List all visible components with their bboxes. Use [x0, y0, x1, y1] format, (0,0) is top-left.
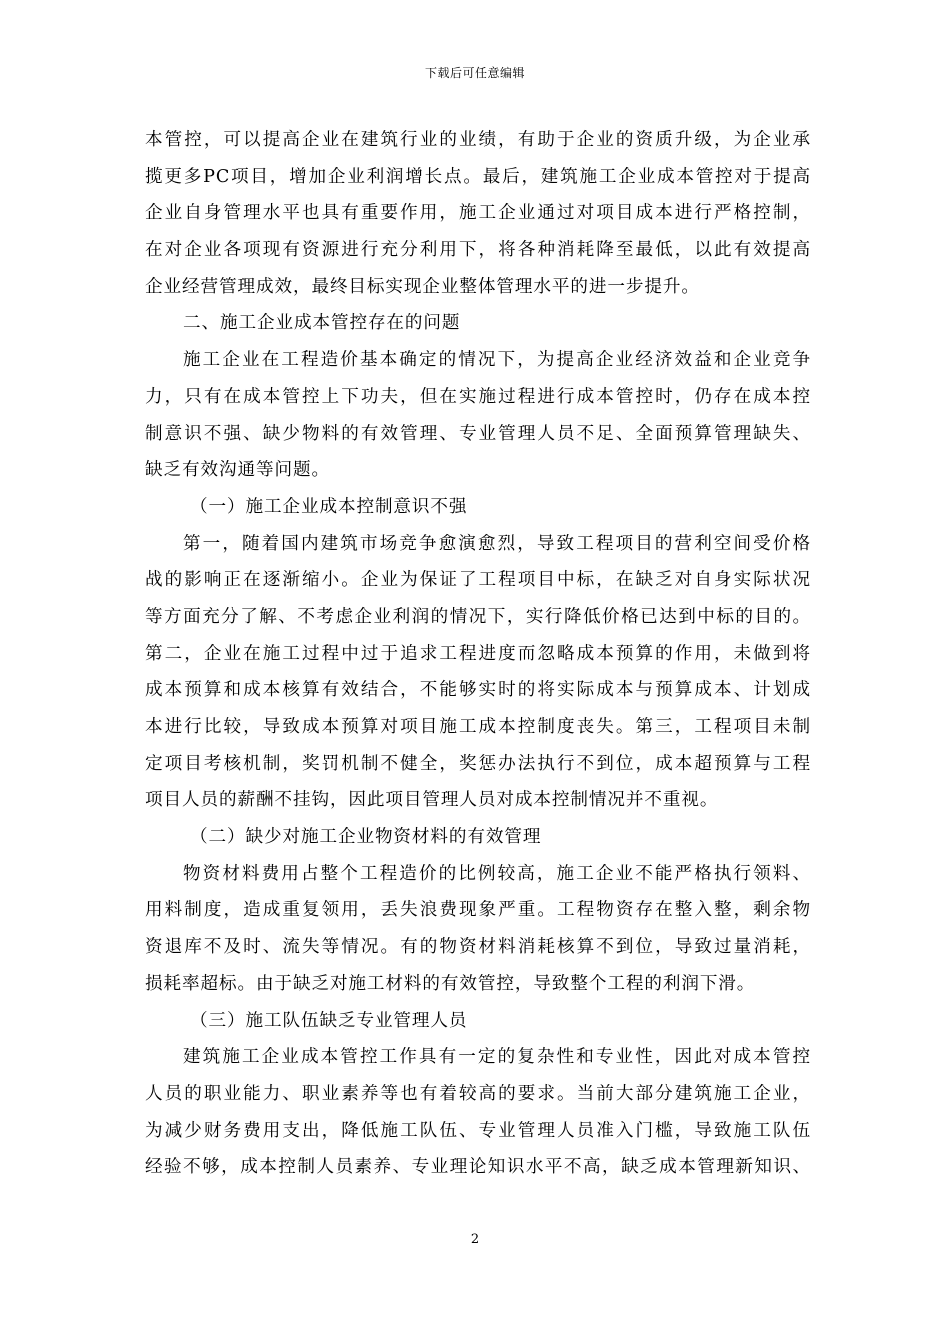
text-line: 第二，企业在施工过程中过于追求工程进度而忽略成本预算的作用，未做到将 [145, 643, 811, 664]
text-line: 定项目考核机制，奖罚机制不健全，奖惩办法执行不到位，成本超预算与工程 [145, 753, 811, 774]
text-line: 在对企业各项现有资源进行充分利用下，将各种消耗降至最低，以此有效提高 [145, 240, 811, 261]
text-line: 经验不够，成本控制人员素养、专业理论知识水平不高，缺乏成本管理新知识、 [145, 1157, 811, 1178]
text-line: 揽更多PC项目，增加企业利润增长点。最后，建筑施工企业成本管控对于提高 [145, 166, 811, 187]
text-line: 企业经营管理成效，最终目标实现企业整体管理水平的进一步提升。 [145, 276, 700, 297]
text-line: 本进行比较，导致成本预算对项目施工成本控制度丧失。第三，工程项目未制 [145, 717, 811, 737]
text-line: 资退库不及时、流失等情况。有的物资材料消耗核算不到位，导致过量消耗， [145, 937, 811, 958]
page-number: 2 [470, 1232, 480, 1247]
document-body [145, 122, 811, 1186]
page-header: 下载后可任意编辑 [424, 66, 525, 80]
text-line: 战的影响正在逐渐缩小。企业为保证了工程项目中标，在缺乏对自身实际状况 [145, 570, 811, 591]
text-line: 本管控，可以提高企业在建筑行业的业绩，有助于企业的资质升级，为企业承 [145, 130, 811, 150]
text-line: 人员的职业能力、职业素养等也有着较高的要求。当前大部分建筑施工企业， [145, 1083, 811, 1104]
text-line: 成本预算和成本核算有效结合，不能够实时的将实际成本与预算成本、计划成 [145, 680, 811, 701]
text-line: 施工企业在工程造价基本确定的情况下，为提高企业经济效益和企业竞争 [183, 350, 811, 371]
text-line: 为减少财务费用支出，降低施工队伍、专业管理人员准入门槛，导致施工队伍 [145, 1120, 811, 1141]
section-heading: 二、施工企业成本管控存在的问题 [183, 313, 461, 334]
text-line: 力，只有在成本管控上下功夫，但在实施过程进行成本管控时，仍存在成本控 [145, 386, 811, 407]
subsection-heading: （三）施工队伍缺乏专业管理人员 [190, 1010, 468, 1031]
text-line: 损耗率超标。由于缺乏对施工材料的有效管控，导致整个工程的利润下滑。 [145, 973, 756, 994]
text-line: 建筑施工企业成本管控工作具有一定的复杂性和专业性，因此对成本管控 [183, 1047, 811, 1068]
text-line: 企业自身管理水平也具有重要作用，施工企业通过对项目成本进行严格控制， [145, 203, 811, 224]
text-line: 制意识不强、缺少物料的有效管理、专业管理人员不足、全面预算管理缺失、 [145, 423, 811, 444]
text-line: 缺乏有效沟通等问题。 [145, 460, 330, 481]
text-line: 等方面充分了解、不考虑企业利润的情况下，实行降低价格已达到中标的目的。 [145, 606, 811, 627]
text-line: 用料制度，造成重复领用，丢失浪费现象严重。工程物资存在整入整，剩余物 [145, 900, 811, 921]
text-line: 第一，随着国内建筑市场竞争愈演愈烈，导致工程项目的营利空间受价格 [183, 533, 811, 554]
text-line: 项目人员的薪酬不挂钩，因此项目管理人员对成本控制情况并不重视。 [145, 790, 719, 811]
subsection-heading: （一）施工企业成本控制意识不强 [190, 496, 468, 517]
subsection-heading: （二）缺少对施工企业物资材料的有效管理 [190, 827, 542, 848]
text-line: 物资材料费用占整个工程造价的比例较高，施工企业不能严格执行领料、 [183, 863, 811, 884]
